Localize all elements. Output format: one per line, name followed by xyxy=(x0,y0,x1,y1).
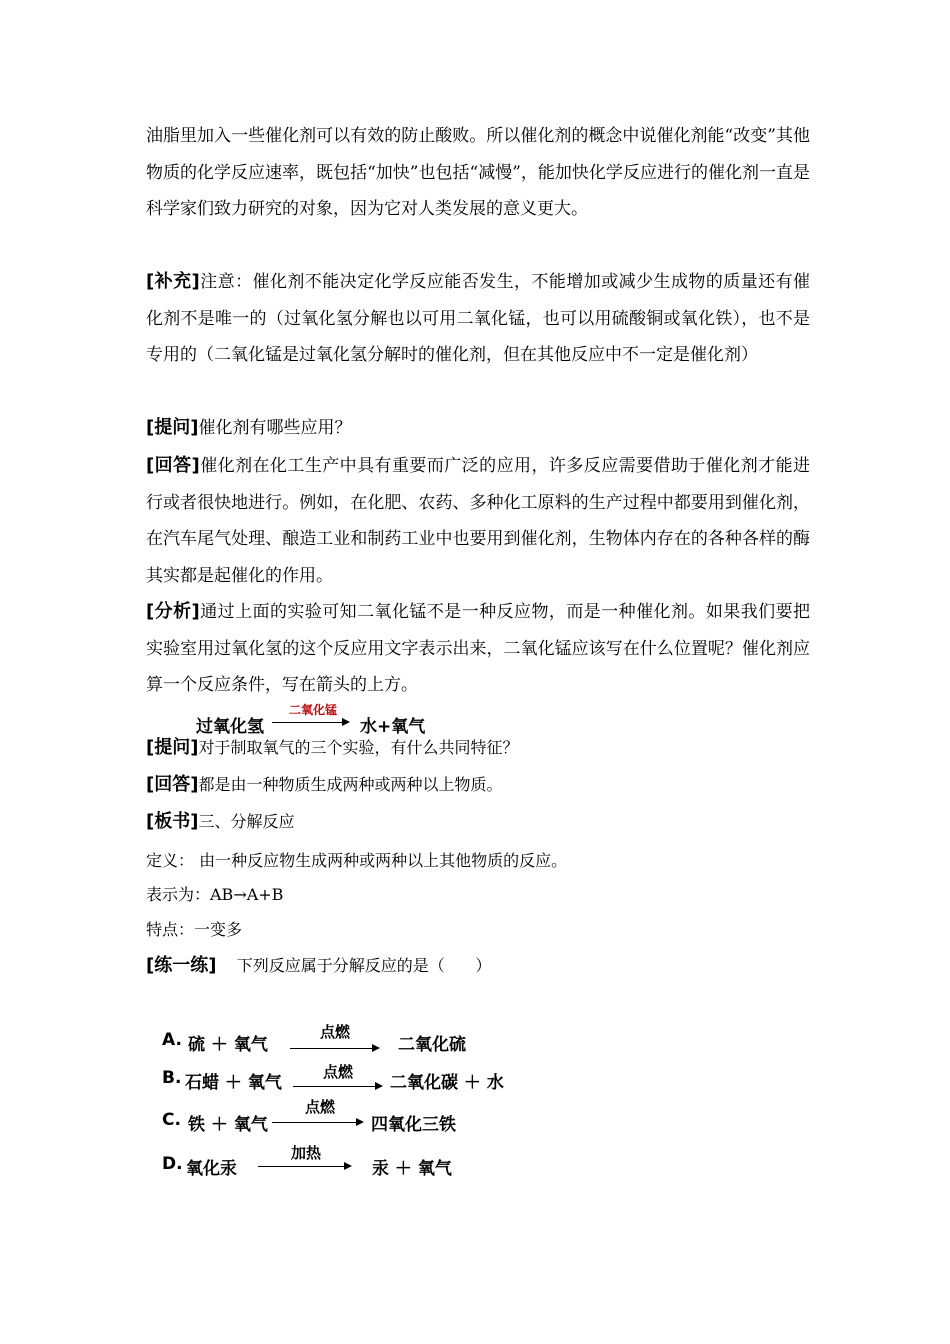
option-condition: 点燃 xyxy=(322,1063,353,1081)
option-label: A. xyxy=(162,1030,182,1050)
answer-tag: [回答] xyxy=(146,455,200,476)
option-reactants: 石蜡 ＋ 氧气 xyxy=(185,1073,282,1093)
reaction-arrow-icon xyxy=(272,1122,362,1123)
option-reactants: 硫 ＋ 氧气 xyxy=(188,1035,268,1055)
board-line xyxy=(146,807,294,837)
line-text: 下列反应属于分解反应的是（ ） xyxy=(216,956,492,975)
option-products: 二氧化碳 ＋ 水 xyxy=(390,1073,504,1093)
option-condition: 点燃 xyxy=(304,1098,335,1116)
equation-reactant: 过氧化氢 xyxy=(196,717,264,737)
paragraph-text: 催化剂在化工生产中具有重要而广泛的应用，许多反应需要借助于催化剂才能进行或者很快地进行。例如，在化肥、农药、多种化工原料的生产过程中都要用到催化剂，在汽车尾气处理、酿造工业和制药工业中也要用到催化剂，生物体内存在的各种各样的酶其实都是起催化的作用。 xyxy=(146,456,811,586)
option-condition: 加热 xyxy=(290,1144,321,1162)
option-products: 四氧化三铁 xyxy=(371,1115,456,1135)
paragraph-supplement xyxy=(146,264,810,374)
question-2-line xyxy=(146,733,518,763)
supplement-tag: [补充] xyxy=(146,271,200,292)
line-text: 对于制取氧气的三个实验，有什么共同特征？ xyxy=(198,738,519,757)
reaction-arrow-icon xyxy=(293,1086,381,1087)
practice-line xyxy=(146,951,491,981)
question-tag: [提问] xyxy=(146,417,199,438)
option-label: B. xyxy=(162,1068,182,1088)
paragraph-analysis xyxy=(146,594,810,704)
practice-tag: [练一练] xyxy=(146,955,217,976)
expression-line: 表示为：AB→A+B xyxy=(146,885,284,904)
paragraph-text: 催化剂有哪些应用？ xyxy=(198,418,352,438)
board-tag: [板书] xyxy=(146,811,199,832)
definition-line: 定义： 由一种反应物生成两种或两种以上其他物质的反应。 xyxy=(146,851,568,870)
paragraph-text: 通过上面的实验可知二氧化锰不是一种反应物，而是一种催化剂。如果我们要把实验室用过氧化氢的这个反应用文字表示出来，二氧化锰应该写在什么位置呢？催化剂应算一个反应条件，写在箭头的上方。 xyxy=(146,602,811,695)
option-label: D. xyxy=(162,1154,183,1174)
analysis-tag: [分析] xyxy=(146,601,200,622)
option-products: 汞 ＋ 氧气 xyxy=(372,1159,452,1179)
paragraph-question-1 xyxy=(146,410,810,447)
line-text: 都是由一种物质生成两种或两种以上物质。 xyxy=(198,775,503,794)
feature-line: 特点：一变多 xyxy=(146,920,243,939)
paragraph-answer-1 xyxy=(146,448,810,594)
reaction-arrow-icon xyxy=(258,1166,350,1167)
equation-product: 水+氧气 xyxy=(360,717,426,737)
equation-condition: 二氧化锰 xyxy=(288,703,337,717)
reaction-arrow-icon xyxy=(272,722,348,723)
answer-2-line xyxy=(146,770,502,800)
option-reactants: 铁 ＋ 氧气 xyxy=(188,1115,268,1135)
paragraph-text: 油脂里加入一些催化剂可以有效的防止酸败。所以催化剂的概念中说催化剂能“改变”其他物质的化学反应速率，既包括“加快”也包括“减慢”，能加快化学反应进行的催化剂一直是科学家们致力研究的对象，因为它对人类发展的意义更大。 xyxy=(146,126,810,219)
option-reactants: 氧化汞 xyxy=(186,1159,237,1179)
question-tag: [提问] xyxy=(146,737,199,758)
line-text: 三、分解反应 xyxy=(198,812,295,831)
option-label: C. xyxy=(162,1110,181,1130)
answer-tag: [回答] xyxy=(146,774,199,795)
reaction-arrow-icon xyxy=(290,1048,378,1049)
option-condition: 点燃 xyxy=(319,1023,350,1041)
option-products: 二氧化硫 xyxy=(398,1035,466,1055)
paragraph-catalyst-intro xyxy=(146,118,810,228)
paragraph-text: 注意：催化剂不能决定化学反应能否发生，不能增加或减少生成物的质量还有催化剂不是唯一的（过氧化氢分解也以可用二氧化锰，也可以用硫酸铜或氧化铁），也不是专用的（二氧化锰是过氧化氢分解时的催化剂，但在其他反应中不一定是催化剂） xyxy=(146,272,811,365)
